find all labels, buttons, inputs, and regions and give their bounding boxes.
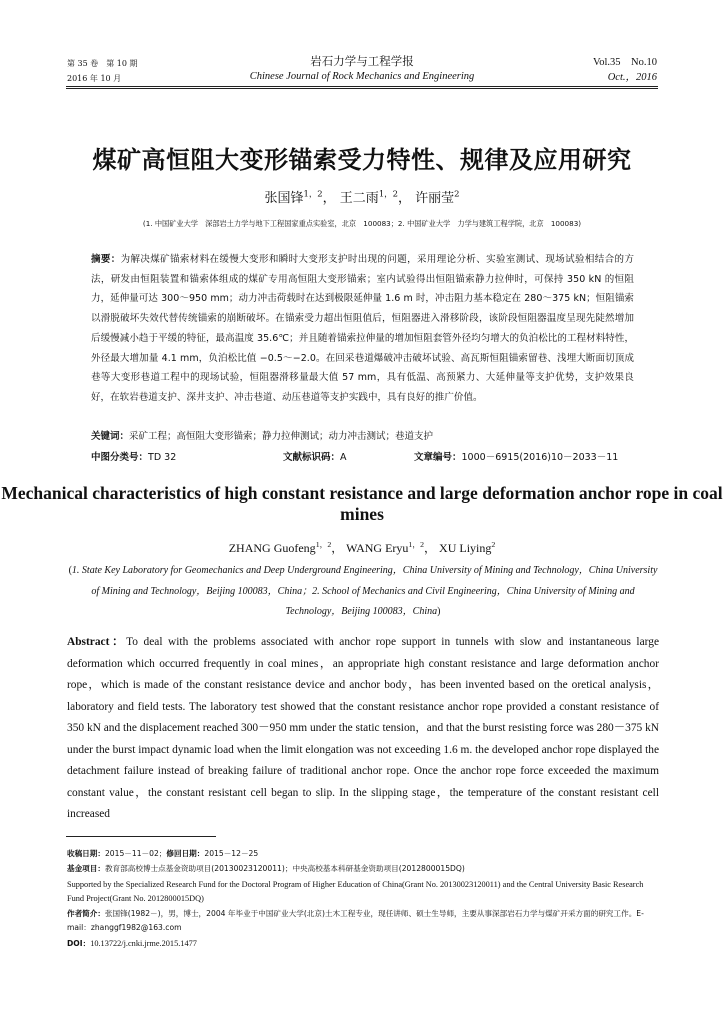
footnote-fund	[67, 862, 659, 876]
article-number	[414, 451, 618, 465]
paper-title-cn: 煤矿高恒阻大变形锚索受力特性、规律及应用研究	[92, 146, 632, 174]
author-separator: ，	[424, 541, 437, 555]
header-volume-issue-en: Vol.35 No.10	[593, 57, 657, 68]
author-separator: ，	[398, 191, 412, 206]
author-en-name: WANG Eryu	[346, 541, 409, 555]
abstract-en-text: To deal with the problems associated with anchor rope support in tunnels with slow and instantaneous large deformation which occurred frequently in coal mines，an appropriate high constant resistance and large deformation anchor rope，which is made of the constant resistance device and anchor body，has been invented based on the oretical analysis，laboratory and field tests. The laboratory test showed that the constant resistance anchor rope provided a constant resistance of 350 kN and the displacement reached 300－950 mm under the static tension，and that the burst resisting force was 280－375 kN under the burst impact dynamic load when the limit elongation was not exceeding 1.6 m. the developed anchor rope displayed the detachment failure instead of breaking failure of traditional anchor rope. Once the anchor rope force exceeded the maximum constant value，the constant resistant cell began to slip. In the slipping stage，the temperature of the constant resistant cell increased	[67, 636, 659, 821]
author-cn-name: 王二雨	[339, 191, 379, 206]
article-no-value: 1000－6915(2016)10－2033－11	[461, 452, 619, 463]
header-date-cn: 2016 年 10 月	[67, 74, 122, 83]
revised-label: 修回日期：	[166, 849, 205, 858]
author-separator: ，	[331, 541, 344, 555]
article-no-label: 文章编号：	[414, 452, 462, 463]
keywords-cn-text: 采矿工程；高恒阻大变形锚索；静力拉伸测试；动力冲击测试；巷道支护	[129, 431, 434, 442]
affiliation-cn: (1. 中国矿业大学 深部岩土力学与地下工程国家重点实验室，北京 100083；2. 中国矿业大学 力学与建筑工程学院，北京 100083)	[142, 219, 582, 228]
author-en-name: ZHANG Guofeng	[228, 541, 316, 555]
author-en-affil: 1，2	[408, 540, 425, 549]
fund-value: 教育部高校博士点基金资助项目(20130023120011)；中央高校基本科研基金资助项目(2012800015DQ)	[104, 864, 465, 873]
abstract-cn	[91, 250, 634, 408]
received-label: 收稿日期：	[67, 849, 105, 858]
abstract-cn-text: 为解决煤矿锚索材料在缓慢大变形和瞬时大变形支护时出现的问题，采用理论分析、实验室测试、现场试验相结合的方法，研发由恒阻装置和锚索体组成的煤矿专用高恒阻大变形锚索；室内试验得出恒阻锚索静力拉伸时，可保持 350 kN 的恒阻力，延伸量可达 300～950 mm；动力冲击荷载时在达到极限延伸量 1.6 m 时，冲击阻力基本稳定在 280～375 kN；恒阻锚索以滑脱破坏失效代替传统锚索的崩断破坏。在锚索受力超出恒阻值后，恒阻器进入滑移阶段，该阶段恒阻器温度呈现先陡然增加后缓慢减小趋于平缓的特征，最高温度 35.6℃；并且随着锚索拉伸量的增加恒阻套管外径均匀增大的负泊松比的工程材料特性，外径最大增加量 4.1 mm，负泊松比值 −0.5～−2.0。在回采巷道爆破冲击破坏试验、高瓦斯恒阻锚索留巷、浅埋大断面切顶成巷等大变形巷道工程中的现场试验，恒阻器滑移量最大值 57 mm，具有低温、高预紧力、大延伸量等支护优势，支护效果良好，在软岩巷道支护、深井支护、冲击巷道、动压巷道等支护实践中，具有良好的推广价值。	[91, 254, 634, 403]
keywords-cn	[91, 430, 651, 444]
author-bio-value: 张国锋(1982－)，男，博士，2004 年毕业于中国矿业大学(北京)土木工程专业，现任讲师、硕士生导师，主要从事深部岩石力学与煤矿开采方面的研究工作。E-mail：zhanggf1982@163.com	[67, 909, 644, 932]
author-cn-name: 许丽莹	[415, 191, 455, 206]
author-en-affil: 2	[491, 540, 496, 549]
header-rule-top	[66, 86, 658, 87]
abstract-en-label: Abstract：	[67, 636, 127, 648]
footnote-dates	[67, 847, 659, 861]
authors-en	[0, 540, 724, 556]
doi-value: 10.13722/j.cnki.jrme.2015.1477	[90, 939, 197, 948]
footnote-rule	[66, 836, 216, 837]
fund-label: 基金项目：	[67, 864, 105, 873]
author-cn-affil: 1，2	[303, 188, 323, 199]
author-separator: ，	[322, 191, 336, 206]
author-bio-label: 作者简介：	[67, 909, 105, 918]
header-journal-cn: 岩石力学与工程学报	[310, 54, 414, 68]
author-cn-affil: 2	[454, 188, 460, 199]
doc-code-label: 文献标识码：	[283, 452, 341, 463]
author-cn-affil: 1，2	[378, 188, 398, 199]
abstract-cn-label: 摘要：	[91, 254, 121, 265]
keywords-cn-label: 关键词：	[91, 431, 130, 442]
clc-value: TD 32	[148, 452, 177, 463]
author-en-affil: 1，2	[315, 540, 332, 549]
author-en-name: XU Liying	[439, 541, 492, 555]
footnote-fund-en: Supported by the Specialized Research Fund for the Doctoral Program of Higher Education of China(Grant No. 20130023120011) and the Central University Basic Research Fund Project(Grant No. 2012800015DQ)	[67, 880, 644, 903]
header-journal-en: Chinese Journal of Rock Mechanics and Engineering	[249, 71, 475, 82]
header-date-en: Oct.，2016	[607, 72, 657, 83]
doi-label: DOI：	[67, 939, 91, 948]
revised-value: 2015－12－25	[204, 849, 259, 858]
footnote-doi	[67, 937, 659, 951]
received-value: 2015－11－02；	[104, 849, 167, 858]
doc-code-value: A	[340, 452, 347, 463]
affiliation-en-text: 1. State Key Laboratory for Geomechanics and Deep Underground Engineering，China University of Mining and Technology，China University of Mining and Technology，Beijing 100083，China；2. School of Mechanics and Civil Engineering，China University of Mining and Technology，Beijing 100083，China	[71, 565, 658, 617]
affiliation-en: (1. State Key Laboratory for Geomechanics and Deep Underground Engineering，China University of Mining and Technology，China University of Mining and Technology，Beijing 100083，China；2. School of Mechanics and Civil Engineering，China University of Mining and Technology，Beijing 100083，China)	[68, 565, 658, 617]
clc-number	[91, 451, 176, 465]
header-rule-bottom	[66, 88, 658, 89]
document-code	[283, 451, 347, 465]
paper-title-en: Mechanical characteristics of high constant resistance and large deformation anchor rope in coal mines	[1, 483, 723, 524]
footnote-author-bio	[67, 907, 659, 935]
abstract-en	[67, 632, 659, 826]
clc-label: 中图分类号：	[91, 452, 149, 463]
author-cn-name: 张国锋	[264, 191, 304, 206]
header-volume-issue-cn: 第 35 卷 第 10 期	[67, 59, 138, 68]
authors-cn	[0, 188, 724, 207]
